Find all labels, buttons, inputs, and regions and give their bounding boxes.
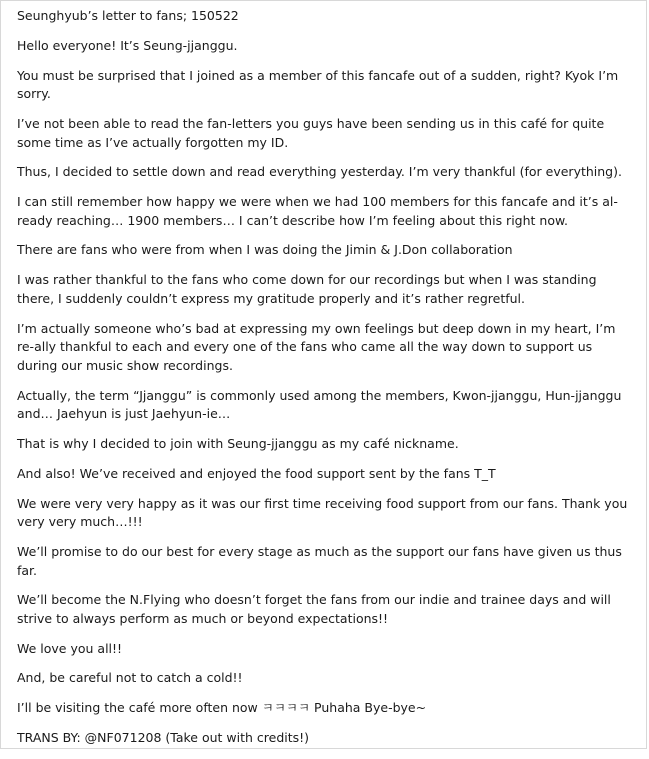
letter-body [17, 7, 629, 759]
letter-paragraph: We were very very happy as it was our first time receiving food support from our fans. Thank you very very much…!!! [17, 495, 628, 530]
letter-paragraph: I can still remember how happy we were when we had 100 members for this fancafe and it’s al-ready reaching… 1900 members… I can’t describe how I’m feeling about this right now. [17, 194, 618, 228]
letter-paragraph: Thus, I decided to settle down and read everything yesterday. I’m very thankful (for everything). [17, 164, 622, 180]
letter-paragraph: I’m actually someone who’s bad at expressing my own feelings but deep down in my heart, I’m re-ally thankful to each and every one of the fans who came all the way down to support us during our music show recordings. [17, 320, 616, 373]
letter-paragraph: You must be surprised that I joined as a member of this fancafe out of a sudden, right? Kyok I’m sorry. [17, 67, 619, 102]
letter-title: Seunghyub’s letter to fans; 150522 [17, 8, 239, 23]
letter-paragraph: I’ll be visiting the café more often now ㅋㅋㅋㅋ Puhaha Bye-bye~ [17, 700, 427, 716]
letter-paragraph: And, be careful not to catch a cold!! [17, 670, 243, 686]
letter-paragraph: And also! We’ve received and enjoyed the food support sent by the fans T_T [17, 465, 496, 481]
letter-paragraph: We’ll become the N.Flying who doesn’t forget the fans from our indie and trainee days and will strive to always perform as much or beyond expectations!! [17, 592, 611, 626]
letter-paragraph: We love you all!! [17, 640, 123, 656]
letter-paragraph: That is why I decided to join with Seung-jjanggu as my café nickname. [17, 435, 459, 451]
translator-credit: TRANS BY: @NF071208 (Take out with credits!) [17, 730, 310, 745]
letter-paragraph: Actually, the term “Jjanggu” is commonly used among the members, Kwon-jjanggu, Hun-jjanggu and… Jaehyun is just Jaehyun-ie… [17, 387, 622, 422]
letter-paragraph: I’ve not been able to read the fan-letters you guys have been sending us in this café for quite some time as I’ve actually forgotten my ID. [17, 115, 605, 150]
greeting-paragraph: Hello everyone! It’s Seung-jjanggu. [17, 37, 238, 53]
letter-paragraph: We’ll promise to do our best for every stage as much as the support our fans have given us thus far. [17, 543, 622, 578]
letter-paragraph: There are fans who were from when I was doing the Jimin & J.Don collaboration [17, 242, 513, 258]
letter-paragraph: I was rather thankful to the fans who come down for our recordings but when I was standing there, I suddenly couldn’t express my gratitude properly and it’s rather regretful. [17, 272, 597, 306]
